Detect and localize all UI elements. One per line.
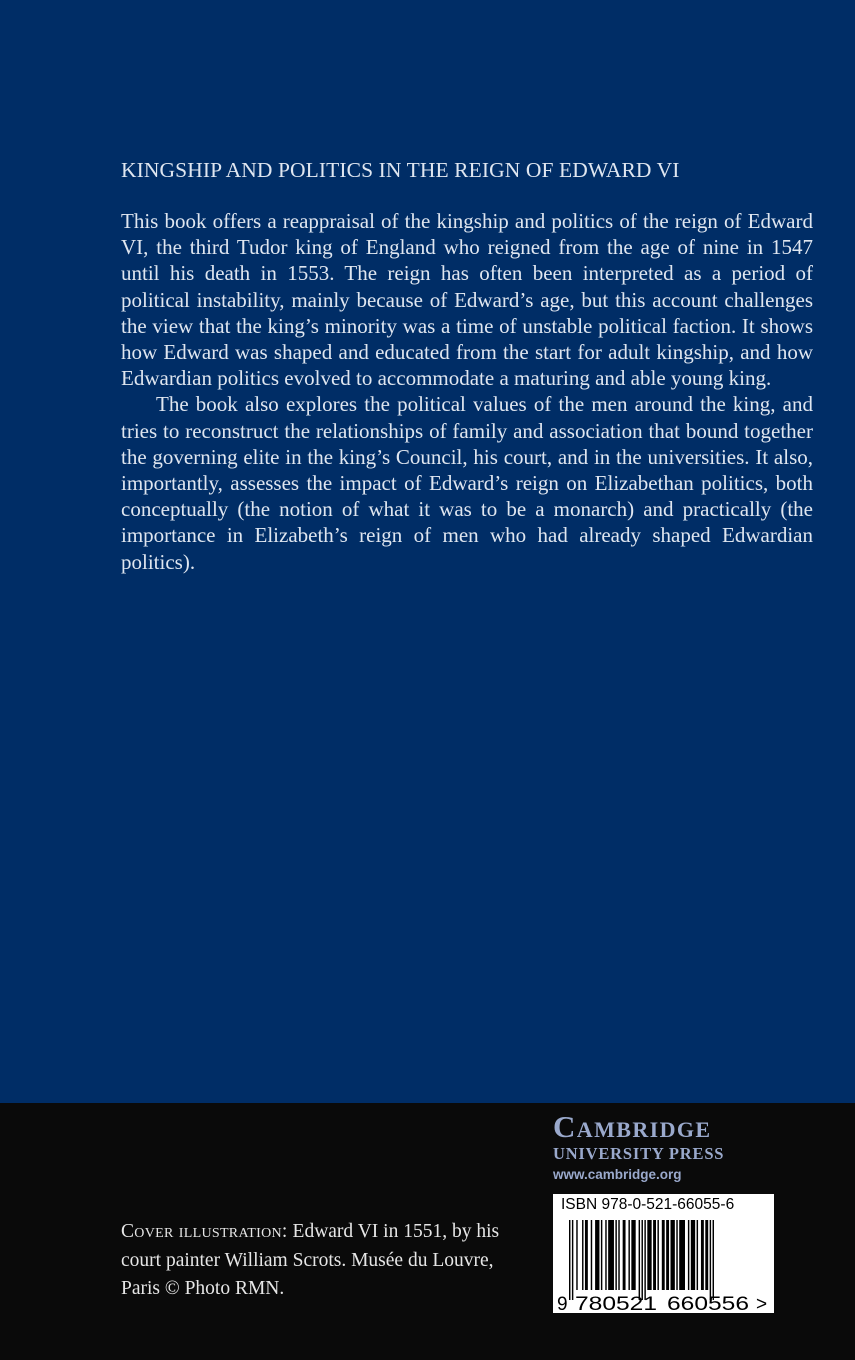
cover-illustration-credit (121, 1218, 521, 1304)
barcode-bar (671, 1220, 675, 1290)
barcode-bar (608, 1220, 614, 1290)
barcode-bars (569, 1220, 714, 1300)
barcode-bar (639, 1220, 640, 1300)
book-blurb (121, 208, 813, 575)
barcode-bar (642, 1220, 643, 1300)
barcode-bar (666, 1220, 669, 1290)
barcode-digits-left: 780521 (575, 1294, 657, 1313)
publisher-logo (553, 1110, 783, 1186)
barcode-bar (691, 1220, 695, 1290)
publisher-subtitle: UNIVERSITY PRESS (553, 1144, 725, 1163)
barcode-bar (576, 1220, 577, 1290)
barcode-digits-right: 660556 (667, 1294, 749, 1313)
isbn-barcode (553, 1194, 774, 1313)
barcode-digit-end: > (756, 1294, 768, 1313)
barcode-bar (705, 1220, 708, 1290)
barcode-bar (701, 1220, 704, 1290)
barcode-bar (582, 1220, 583, 1290)
barcode-bar (595, 1220, 599, 1290)
barcode-digit-lead: 9 (557, 1294, 568, 1313)
barcode-bar (676, 1220, 677, 1290)
barcode-bar (628, 1220, 629, 1290)
publisher-name: Cambridge (553, 1109, 712, 1144)
barcode-bar (591, 1220, 592, 1290)
barcode-bar (601, 1220, 602, 1290)
barcode-bar (623, 1220, 626, 1290)
barcode-bar (615, 1220, 616, 1290)
isbn-label: ISBN 978-0-521-66055-6 (561, 1196, 735, 1213)
barcode-bar (662, 1220, 665, 1290)
blurb-paragraph-1: This book offers a reappraisal of the kingship and politics of the reign of Edward VI, the third Tudor king of England who reigned from the age of nine in 1547 until his death in 1553. The reign has often been interpreted as a period of political instability, mainly because of Edward’s age, but this account challenges the view that the king’s minority was a time of unstable political faction. It shows how Edward was shaped and educated from the start for adult kingship, and how Edwardian politics evolved to accommodate a maturing and able young king. (121, 209, 813, 391)
barcode-bar (631, 1220, 635, 1290)
credit-lead: Cover illustration: (121, 1221, 288, 1242)
blurb-paragraph-2: The book also explores the political values of the men around the king, and tries to reconstruct the relationships of family and association that bound together the governing elite in the king’s Council, his court, and in the universities. It also, importantly, assesses the impact of Edward’s reign on Elizabethan politics, both conceptually (the notion of what it was to be a monarch) and practically (the importance in Elizabeth’s reign of men who had already shaped Edwardian politics). (121, 392, 813, 574)
barcode-bar (644, 1220, 645, 1300)
barcode-bar (710, 1220, 711, 1300)
barcode-bar (569, 1220, 570, 1300)
barcode-bar (647, 1220, 651, 1290)
barcode-bar (653, 1220, 656, 1290)
credit-text: Edward VI in 1551, by his court painter William Scrots. Musée du Louvre, Paris © Photo RMN. (121, 1221, 500, 1299)
barcode-bar (572, 1220, 573, 1300)
barcode-bar (688, 1220, 689, 1290)
barcode-bar (697, 1220, 698, 1290)
book-title: KINGSHIP AND POLITICS IN THE REIGN OF EDWARD VI (121, 158, 680, 182)
barcode-bar (605, 1220, 606, 1290)
barcode-bar (679, 1220, 685, 1290)
publisher-url: www.cambridge.org (553, 1167, 682, 1182)
barcode-bar (657, 1220, 658, 1290)
barcode-graphic (553, 1218, 774, 1313)
barcode-bar (713, 1220, 714, 1300)
barcode-bar (618, 1220, 619, 1290)
barcode-bar (585, 1220, 588, 1290)
